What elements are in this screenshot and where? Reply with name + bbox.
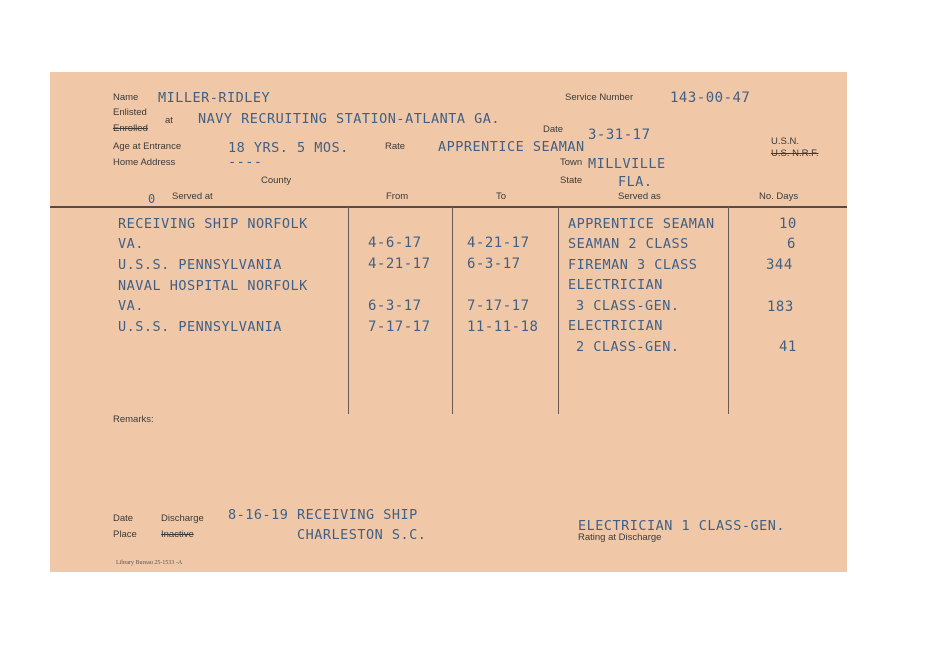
to-value: 4-21-17 bbox=[467, 235, 530, 251]
days-value: 41 bbox=[779, 339, 797, 355]
service-number-label: Service Number bbox=[565, 92, 634, 103]
served-as-line: APPRENTICE SEAMAN bbox=[568, 216, 715, 232]
place-label: Place bbox=[113, 529, 137, 540]
usnrf-label bbox=[771, 149, 819, 159]
days-value: 10 bbox=[779, 216, 797, 232]
discharge-line-1: 8-16-19 RECEIVING SHIP bbox=[228, 507, 418, 523]
state-value: FLA. bbox=[618, 174, 653, 190]
column-divider-to bbox=[452, 207, 453, 414]
served-at-line: RECEIVING SHIP NORFOLK bbox=[118, 216, 308, 232]
from-header: From bbox=[386, 191, 409, 202]
rate-value: APPRENTICE SEAMAN bbox=[438, 139, 585, 155]
from-value: 7-17-17 bbox=[368, 319, 431, 335]
served-at-line: U.S.S. PENNSYLVANIA bbox=[118, 319, 282, 335]
column-divider-days bbox=[728, 207, 729, 414]
at-label: at bbox=[165, 115, 173, 126]
printer-imprint: Library Bureau 25-1533 -A bbox=[116, 560, 183, 566]
days-value: 183 bbox=[767, 299, 794, 315]
date-label: Date bbox=[543, 124, 564, 135]
to-value: 7-17-17 bbox=[467, 298, 530, 314]
town-label: Town bbox=[560, 157, 583, 168]
served-as-line: 2 CLASS-GEN. bbox=[576, 339, 680, 355]
age-value: 18 YRS. 5 MOS. bbox=[228, 140, 349, 156]
served-as-header: Served as bbox=[618, 191, 661, 202]
no-days-header: No. Days bbox=[759, 191, 799, 202]
age-label: Age at Entrance bbox=[113, 141, 182, 152]
served-at-line: U.S.S. PENNSYLVANIA bbox=[118, 257, 282, 273]
inactive-label: Inactive bbox=[161, 529, 194, 540]
from-value: 4-21-17 bbox=[368, 256, 431, 272]
rating-at-discharge-label: Rating at Discharge bbox=[578, 532, 662, 543]
enrolled-label: Enrolled bbox=[113, 123, 148, 134]
column-divider-served-as bbox=[558, 207, 559, 414]
days-value: 344 bbox=[766, 257, 793, 273]
to-header: To bbox=[496, 191, 507, 202]
served-at-line: NAVAL HOSPITAL NORFOLK bbox=[118, 278, 308, 294]
record-mark: 0 bbox=[148, 192, 156, 206]
to-value: 11-11-18 bbox=[467, 319, 539, 335]
home-address-value: ---- bbox=[228, 154, 263, 170]
discharge-label: Discharge bbox=[161, 513, 204, 524]
from-value: 4-6-17 bbox=[368, 235, 422, 251]
usn-label: U.S.N. bbox=[771, 136, 799, 147]
service-record-card bbox=[50, 72, 847, 572]
service-number-value: 143-00-47 bbox=[670, 90, 751, 106]
home-address-label: Home Address bbox=[113, 157, 176, 168]
served-as-line: 3 CLASS-GEN. bbox=[576, 298, 680, 314]
served-as-line: ELECTRICIAN bbox=[568, 318, 663, 334]
name-value: MILLER-RIDLEY bbox=[158, 90, 271, 106]
rate-label: Rate bbox=[385, 141, 406, 152]
served-at-line: VA. bbox=[118, 236, 144, 252]
remarks-label: Remarks: bbox=[113, 414, 154, 425]
served-as-line: SEAMAN 2 CLASS bbox=[568, 236, 689, 252]
town-value: MILLVILLE bbox=[588, 156, 666, 172]
served-as-line: ELECTRICIAN bbox=[568, 277, 663, 293]
enlisted-at-value: NAVY RECRUITING STATION-ATLANTA GA. bbox=[198, 111, 500, 127]
column-divider-from bbox=[348, 207, 349, 414]
state-label: State bbox=[560, 175, 583, 186]
served-at-line: VA. bbox=[118, 298, 144, 314]
discharge-line-2: CHARLESTON S.C. bbox=[297, 527, 427, 543]
days-value: 6 bbox=[787, 236, 796, 252]
county-label: County bbox=[261, 175, 292, 186]
usnrf-text: U.S. N.R.F. bbox=[771, 148, 819, 159]
from-value: 6-3-17 bbox=[368, 298, 422, 314]
rating-at-discharge-value: ELECTRICIAN 1 CLASS-GEN. bbox=[578, 518, 786, 534]
served-as-line: FIREMAN 3 CLASS bbox=[568, 257, 698, 273]
served-at-header: Served at bbox=[172, 191, 213, 202]
name-label: Name bbox=[113, 92, 139, 103]
date-value: 3-31-17 bbox=[588, 127, 651, 143]
enlisted-label: Enlisted bbox=[113, 107, 147, 118]
discharge-date-label: Date bbox=[113, 513, 134, 524]
to-value: 6-3-17 bbox=[467, 256, 521, 272]
